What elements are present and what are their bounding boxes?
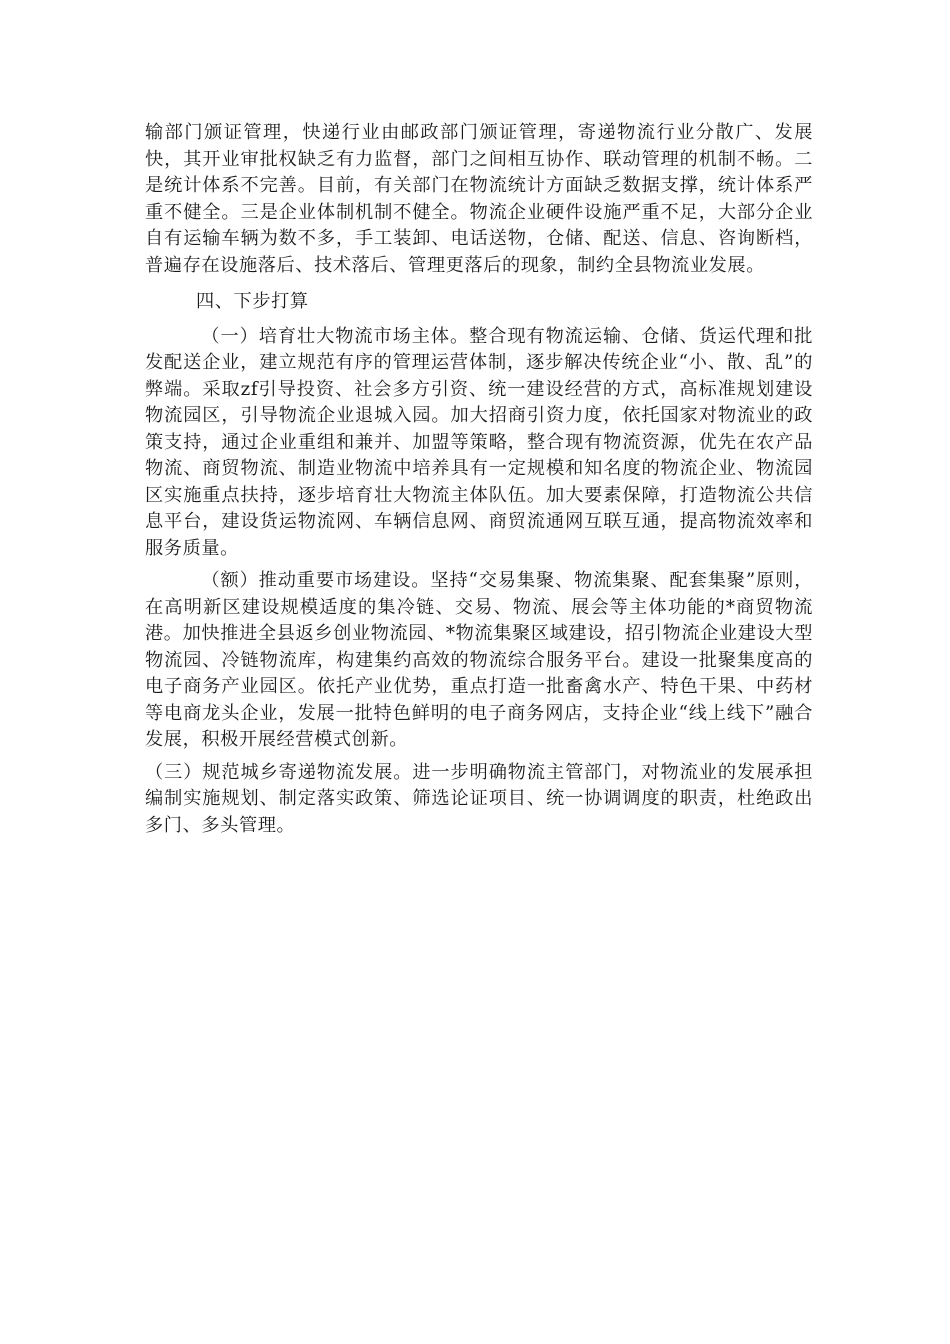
paragraph-continuation: 输部门颁证管理，快递行业由邮政部门颁证管理，寄递物流行业分散广、发展快，其开业审批权缺乏有力监督，部门之间相互协作、联动管理的机制不畅。二是统计体系不完善。目前，有关部门在物流统计方面缺乏数据支撑，统计体系严重不健全。三是企业体制机制不健全。物流企业硬件设施严重不足，大部分企业自有运输车辆为数不多，手工装卸、电话送物，仓储、配送、信息、咨询断档，普遍存在设施落后、技术落后、管理更落后的现象，制约全县物流业发展。 bbox=[145, 122, 813, 276]
paragraph-item-3: （三）规范城乡寄递物流发展。进一步明确物流主管部门，对物流业的发展承担编制实施规划、制定落实政策、筛选论证项目、统一协调调度的职责，杜绝政出多门、多头管理。 bbox=[145, 761, 813, 836]
document-page bbox=[145, 120, 813, 845]
paragraph-item-2: （额）推动重要市场建设。坚持“交易集聚、物流集聚、配套集聚”原则，在高明新区建设规模适度的集冷链、交易、物流、展会等主体功能的*商贸物流港。加快推进全县返乡创业物流园、*物流集聚区域建设，招引物流企业建设大型物流园、冷链物流库，构建集约高效的物流综合服务平台。建设一批聚集度高的电子商务产业园区。依托产业优势，重点打造一批畜禽水产、特色干果、中药材等电商龙头企业，发展一批特色鲜明的电子商务网店，支持企业“线上线下”融合发展，积极开展经营模式创新。 bbox=[145, 570, 813, 750]
section-heading-next-steps: 四、下步打算 bbox=[195, 291, 309, 312]
paragraph-item-1: （一）培育壮大物流市场主体。整合现有物流运输、仓储、货运代理和批发配送企业，建立规范有序的管理运营体制，逐步解决传统企业“小、散、乱”的弊端。采取zf引导投资、社会多方引资、统一建设经营的方式，高标准规划建设物流园区，引导物流企业退城入园。加大招商引资力度，依托国家对物流业的政策支持，通过企业重组和兼并、加盟等策略，整合现有物流资源，优先在农产品物流、商贸物流、制造业物流中培养具有一定规模和知名度的物流企业、物流园区实施重点扶持，逐步培育壮大物流主体队伍。加大要素保障，打造物流公共信息平台，建设货运物流网、车辆信息网、商贸流通网互联互通，提高物流效率和服务质量。 bbox=[145, 325, 813, 559]
